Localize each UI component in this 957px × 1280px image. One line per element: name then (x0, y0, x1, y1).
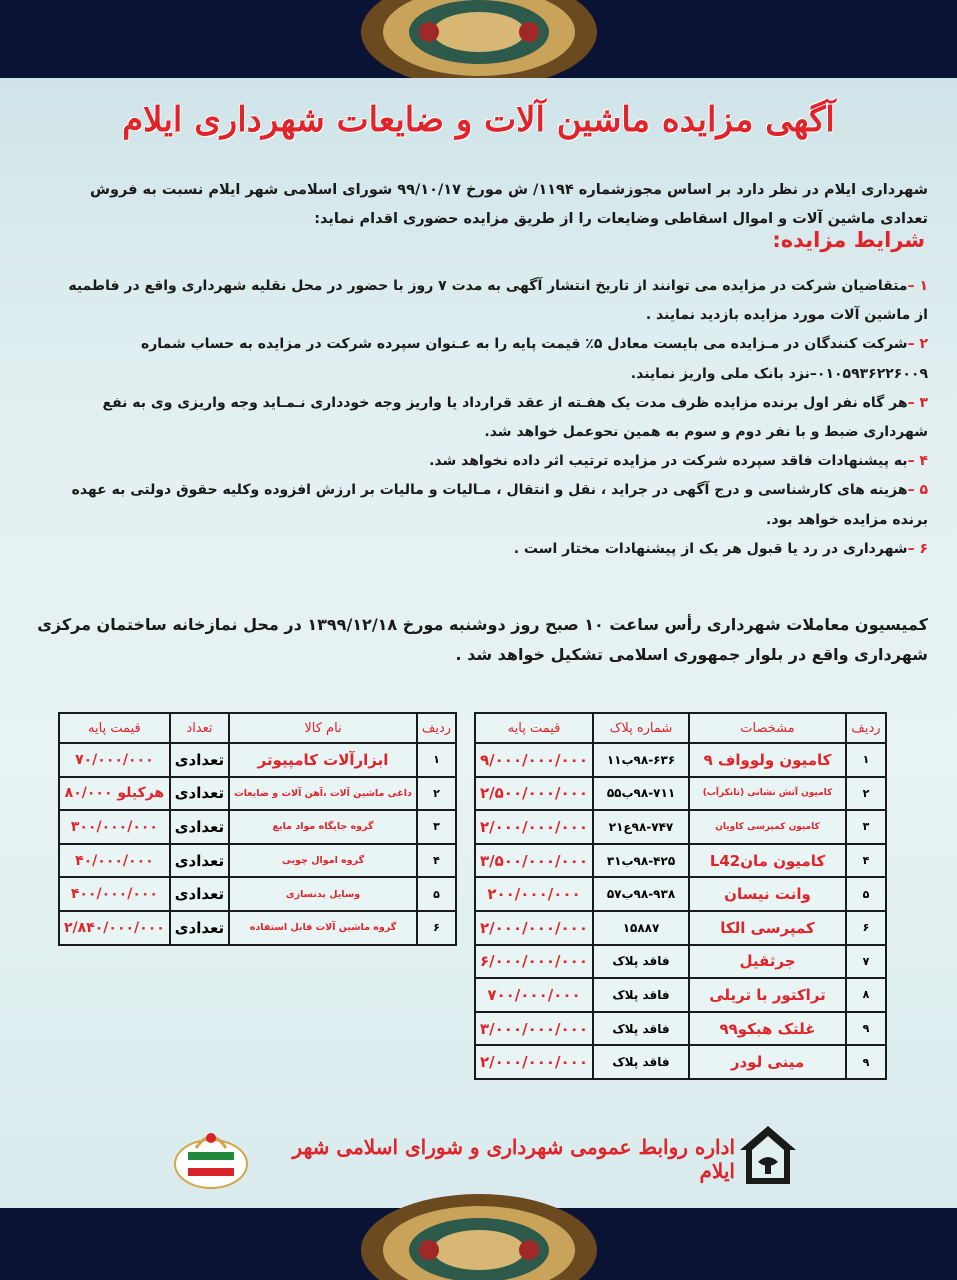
vehicles-table (474, 712, 887, 1080)
row-price: ۲/۰۰۰/۰۰۰/۰۰۰ (475, 911, 593, 945)
row-plate: فاقد پلاک (593, 945, 689, 979)
goods-table (58, 712, 457, 946)
row-desc: غلتک هبکو۹۹ (689, 1012, 846, 1046)
bottom-ornament-icon (359, 1190, 599, 1280)
row-plate: فاقد پلاک (593, 1012, 689, 1046)
row-name: گروه اموال چوبی (229, 844, 417, 878)
header-idx: ردیف (846, 713, 886, 743)
row-idx: ۵ (417, 877, 456, 911)
intro-paragraph: شهرداری ایلام در نظر دارد بر اساس مجوزشماره ۱۱۹۴/ ش مورخ ۹۹/۱۰/۱۷ شورای اسلامی شهر ایلام نسبت به فروش تعدادی ماشین آلات و اموال اسقاطی وضایعات را از طریق مزایده حضوری اقدام نماید: (89, 182, 928, 227)
row-idx: ۳ (417, 810, 456, 844)
row-name: گروه جایگاه مواد مایع (229, 810, 417, 844)
header-desc: مشخصات (689, 713, 846, 743)
row-desc: کامیون آتش نشانی (تانکرآب) (689, 777, 846, 811)
table-row (475, 978, 886, 1012)
conditions-list (58, 272, 928, 564)
row-price: ۲/۵۰۰/۰۰۰/۰۰۰ (475, 777, 593, 811)
row-desc: کمپرسی الکا (689, 911, 846, 945)
condition-item (58, 535, 928, 564)
row-price: هرکیلو ۸۰/۰۰۰ (59, 777, 170, 811)
row-plate: فاقد پلاک (593, 1045, 689, 1079)
row-plate: فاقد پلاک (593, 978, 689, 1012)
table-row (475, 810, 886, 844)
row-plate: ۹۸-۶۳۶ب۱۱ (593, 743, 689, 777)
commission-paragraph: کمیسیون معاملات شهرداری رأس ساعت ۱۰ صبح روز دوشنبه مورخ ۱۳۹۹/۱۲/۱۸ در محل نمازخانه ساختمان مرکزی شهرداری واقع در بلوار جمهوری اسلامی تشکیل خواهد شد . (37, 615, 928, 664)
table-row (475, 777, 886, 811)
row-price: ۲۰۰/۰۰۰/۰۰۰ (475, 877, 593, 911)
table-row (475, 844, 886, 878)
table-row (59, 743, 456, 777)
row-price: ۴۰/۰۰۰/۰۰۰ (59, 844, 170, 878)
row-price: ۳/۵۰۰/۰۰۰/۰۰۰ (475, 844, 593, 878)
row-plate: ۱۵۸۸۷ (593, 911, 689, 945)
table-header-row (475, 713, 886, 743)
condition-text: هر گاه نفر اول برنده مزایده ظرف مدت یک هفـته از عقد قرارداد یا واریز وجه خودداری نـمـاید وجه واریزی وی به نفع شهرداری ضبط و با نفر دوم و سوم به همین نحوعمل خواهد شد. (102, 394, 928, 441)
header-idx: ردیف (417, 713, 456, 743)
condition-item (58, 447, 928, 476)
condition-number: ۴ – (907, 453, 928, 470)
row-idx: ۵ (846, 877, 886, 911)
row-plate: ۹۸-۷۱۱ب۵۵ (593, 777, 689, 811)
row-plate: ۹۸-۴۲۵ب۳۱ (593, 844, 689, 878)
row-idx: ۲ (417, 777, 456, 811)
table-row (475, 877, 886, 911)
row-desc: مینی لودر (689, 1045, 846, 1079)
row-desc: کامیون کمپرسی کاویان (689, 810, 846, 844)
header-price: قیمت پایه (475, 713, 593, 743)
condition-text: شرکت کنندگان در مـزایده می بایست معادل ۵٪ قیمت پایه را به عـنوان سپرده شرکت در مزایده به حساب شماره ۰۱۰۵۹۳۶۲۲۶۰۰۹–نزد بانک ملی واریز نمایند. (140, 336, 928, 382)
row-plate: ۹۸-۷۴۷ع۲۱ (593, 810, 689, 844)
row-price: ۴۰۰/۰۰۰/۰۰۰ (59, 877, 170, 911)
table-row (475, 743, 886, 777)
condition-text: هزینه های کارشناسی و درج آگهی در جراید ، نقل و انتقال ، مـالیات و مالیات بر ارزش افزوده وکلیه حقوق دولتی به عهده برنده مزایده خواهد بود. (71, 482, 928, 528)
row-idx: ۴ (417, 844, 456, 878)
conditions-heading: شرایط مزایده: (772, 228, 925, 252)
table-row (475, 945, 886, 979)
row-count: تعدادی (170, 743, 229, 777)
condition-text: به پیشنهادات فاقد سپرده شرکت در مزایده ترتیب اثر داده نخواهد شد. (429, 453, 908, 470)
row-idx: ۱ (846, 743, 886, 777)
table-row (59, 777, 456, 811)
row-price: ۲/۸۴۰/۰۰۰/۰۰۰ (59, 911, 170, 945)
table-row (59, 810, 456, 844)
row-desc: کامیون ولوواف ۹ (689, 743, 846, 777)
row-idx: ۸ (846, 978, 886, 1012)
row-name: داغی ماشین آلات ،آهن آلات و ضایعات (229, 777, 417, 811)
row-price: ۳۰۰/۰۰۰/۰۰۰ (59, 810, 170, 844)
page-title: آگهی مزایده ماشین آلات و ضایعات شهرداری ایلام (122, 100, 835, 140)
condition-item (58, 272, 928, 330)
row-desc: کامیون مانL42 (689, 844, 846, 878)
row-price: ۲/۰۰۰/۰۰۰/۰۰۰ (475, 1045, 593, 1079)
poster-body (0, 78, 957, 1208)
municipality-house-icon (738, 1124, 798, 1186)
table-row (59, 844, 456, 878)
table-row (59, 911, 456, 945)
condition-item (58, 476, 928, 534)
row-price: ۳/۰۰۰/۰۰۰/۰۰۰ (475, 1012, 593, 1046)
row-desc: تراکتور با تریلی (689, 978, 846, 1012)
condition-item (58, 389, 928, 447)
row-count: تعدادی (170, 911, 229, 945)
row-price: ۷۰/۰۰۰/۰۰۰ (59, 743, 170, 777)
row-count: تعدادی (170, 877, 229, 911)
row-idx: ۱ (417, 743, 456, 777)
row-idx: ۹ (846, 1012, 886, 1046)
row-idx: ۲ (846, 777, 886, 811)
table-header-row (59, 713, 456, 743)
row-plate: ۹۸-۹۳۸ب۵۷ (593, 877, 689, 911)
row-price: ۹/۰۰۰/۰۰۰/۰۰۰ (475, 743, 593, 777)
condition-number: ۶ – (907, 540, 928, 557)
row-price: ۲/۰۰۰/۰۰۰/۰۰۰ (475, 810, 593, 844)
header-plate: شماره پلاک (593, 713, 689, 743)
table-row (475, 1045, 886, 1079)
row-idx: ۶ (846, 911, 886, 945)
condition-number: ۱ – (907, 278, 928, 294)
row-name: گروه ماشین آلات قابل استفاده (229, 911, 417, 945)
row-idx: ۶ (417, 911, 456, 945)
row-idx: ۷ (846, 945, 886, 979)
council-emblem-icon (172, 1118, 250, 1190)
row-count: تعدادی (170, 844, 229, 878)
condition-number: ۲ – (907, 336, 928, 353)
table-row (475, 911, 886, 945)
header-count: تعداد (170, 713, 229, 743)
table-row (59, 877, 456, 911)
condition-item (58, 330, 928, 388)
row-count: تعدادی (170, 777, 229, 811)
row-name: ابزارآلات کامپیوتر (229, 743, 417, 777)
row-price: ۶/۰۰۰/۰۰۰/۰۰۰ (475, 945, 593, 979)
header-name: نام کالا (229, 713, 417, 743)
footer-office-name: اداره روابط عمومی شهرداری و شورای اسلامی شهر ایلام (292, 1135, 735, 1183)
row-desc: وانت نیسان (689, 877, 846, 911)
condition-text: متقاضیان شرکت در مزایده می توانند از تاریخ انتشار آگهی به مدت ۷ روز با حضور در محل نقلیه شهرداری واقع در فاطمیه از ماشین آلات مورد مزایده بازدید نمایند . (68, 278, 928, 324)
condition-text: شهرداری در رد یا قبول هر یک از پیشنهادات مختار است . (513, 540, 908, 557)
condition-number: ۵ – (907, 482, 928, 499)
row-count: تعدادی (170, 810, 229, 844)
header-price: قیمت پایه (59, 713, 170, 743)
row-idx: ۴ (846, 844, 886, 878)
row-price: ۷۰۰/۰۰۰/۰۰۰ (475, 978, 593, 1012)
row-idx: ۳ (846, 810, 886, 844)
table-row (475, 1012, 886, 1046)
row-name: وسایل بدنسازی (229, 877, 417, 911)
row-idx: ۹ (846, 1045, 886, 1079)
condition-number: ۳ – (907, 394, 928, 411)
row-desc: جرثقیل (689, 945, 846, 979)
